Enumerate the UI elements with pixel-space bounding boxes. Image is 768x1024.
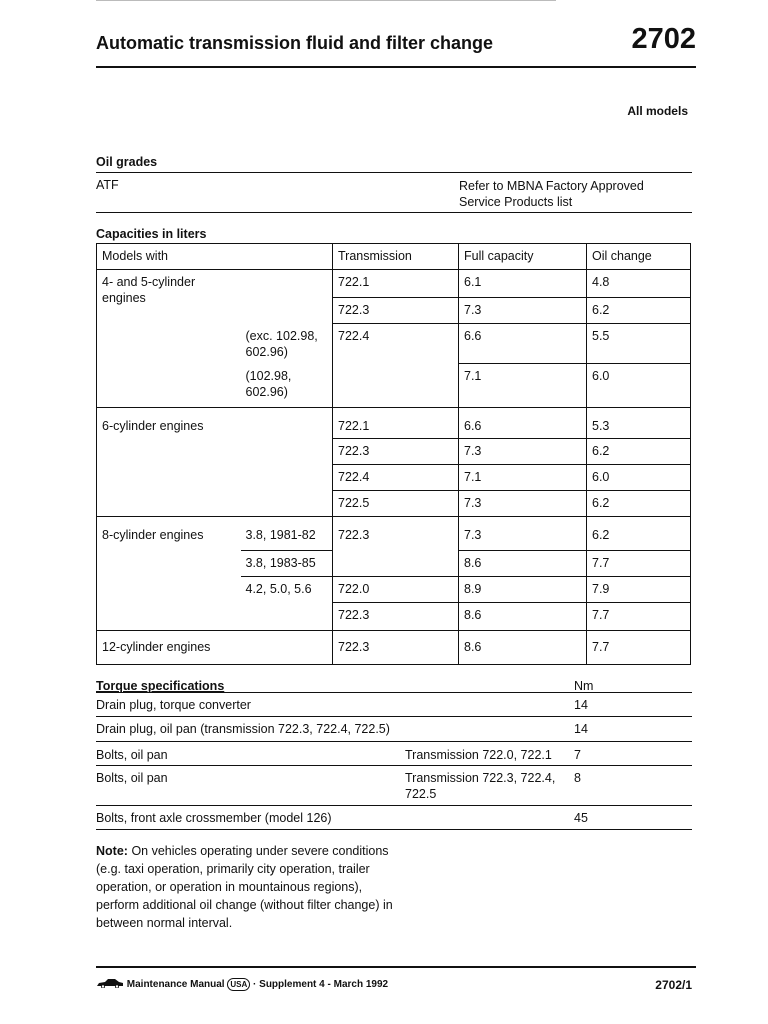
table-row: 4- and 5-cylinder engines 722.1 6.1 4.8 (97, 270, 691, 298)
note-text: On vehicles operating under severe conditions (e.g. taxi operation, primarily city operation, trailer operation, or operation in mountainous regions), perform additional oil change (without filter change) in between normal interval. (96, 844, 393, 930)
sub-label-v8: 4.2, 5.0, 5.6 (241, 577, 333, 603)
oil-grades-value-line2: Service Products list (459, 195, 573, 209)
col-header-models: Models with (97, 244, 333, 270)
applies-to-label: All models (627, 104, 688, 118)
table-row: 722.3 8.6 7.7 (97, 603, 691, 631)
table-row: (102.98, 602.96) 7.1 6.0 (97, 364, 691, 408)
oil-grades-heading: Oil grades (96, 155, 158, 169)
table-row: 8-cylinder engines 3.8, 1981-82 722.3 7.3 6.2 (97, 517, 691, 551)
torque-row: Bolts, front axle crossmember (model 126) 45 (96, 811, 588, 825)
usa-badge: USA (227, 978, 250, 991)
torque-row: Drain plug, torque converter 14 (96, 698, 588, 712)
torque-rule-4 (96, 805, 692, 806)
section-code: 2702 (631, 23, 696, 55)
oil-grades-item: ATF (96, 178, 119, 192)
sub-label-1983: 3.8, 1983-85 (241, 551, 333, 577)
torque-rule-0 (96, 692, 692, 693)
torque-unit: Nm (574, 679, 594, 693)
torque-rule-3 (96, 765, 692, 766)
oil-grades-rule-top (96, 172, 692, 173)
table-row: 12-cylinder engines 722.3 8.6 7.7 (97, 631, 691, 665)
table-row: 722.3 7.3 6.2 (97, 298, 691, 324)
footer-rule (96, 966, 696, 968)
oil-grades-rule-bottom (96, 212, 692, 213)
table-header-row (97, 244, 691, 270)
table-row: 4.2, 5.0, 5.6 722.0 8.9 7.9 (97, 577, 691, 603)
group-label-8-cyl: 8-cylinder engines (97, 517, 241, 631)
torque-rule-1 (96, 716, 692, 717)
group-label-6-cyl: 6-cylinder engines (97, 408, 333, 517)
torque-heading: Torque specifications (96, 679, 225, 693)
oil-grades-value (459, 178, 644, 210)
sub-label-1981: 3.8, 1981-82 (241, 517, 333, 551)
sub-label-incl: (102.98, 602.96) (241, 364, 333, 408)
table-row: 3.8, 1983-85 8.6 7.7 (97, 551, 691, 577)
table-row: 722.4 7.1 6.0 (97, 465, 691, 491)
table-row: 722.3 7.3 6.2 (97, 439, 691, 465)
torque-rule-5 (96, 829, 692, 830)
footer (96, 978, 696, 991)
note-label: Note: (96, 844, 128, 858)
capacities-table (96, 243, 691, 665)
table-row: 722.5 7.3 6.2 (97, 491, 691, 517)
col-header-oil-change: Oil change (587, 244, 691, 270)
group-label-12-cyl: 12-cylinder engines (97, 631, 333, 665)
torque-row: Drain plug, oil pan (transmission 722.3, 722.4, 722.5) 14 (96, 722, 588, 736)
torque-row: Bolts, oil pan Transmission 722.0, 722.1 7 (96, 748, 581, 762)
table-row: (exc. 102.98, 602.96) 722.4 6.6 5.5 (97, 324, 691, 364)
note-paragraph (96, 842, 396, 932)
capacities-heading: Capacities in liters (96, 227, 207, 241)
group-label-4-5-cyl: 4- and 5-cylinder engines (97, 270, 241, 408)
car-icon (96, 978, 124, 991)
table-row: 6-cylinder engines 722.1 6.6 5.3 (97, 408, 691, 439)
sub-label-exc: (exc. 102.98, 602.96) (241, 324, 333, 364)
col-header-transmission: Transmission (333, 244, 459, 270)
header-rule (96, 66, 696, 68)
top-scan-line (96, 0, 556, 1)
page-title: Automatic transmission fluid and filter change (96, 33, 494, 53)
footer-manual: Maintenance Manual (126, 979, 225, 991)
torque-rule-2 (96, 741, 692, 742)
oil-grades-value-line1: Refer to MBNA Factory Approved (459, 179, 644, 193)
page-number: 2702/1 (655, 978, 692, 992)
col-header-full-capacity: Full capacity (459, 244, 587, 270)
torque-row: Bolts, oil pan Transmission 722.3, 722.4, 722.5 8 (96, 771, 581, 801)
footer-supplement: · Supplement 4 - March 1992 (253, 979, 389, 991)
